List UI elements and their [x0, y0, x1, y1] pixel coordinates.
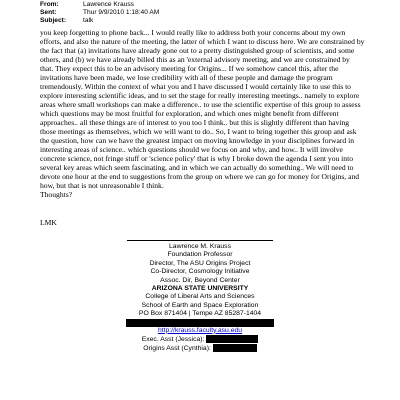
email-header	[40, 1, 159, 25]
redaction-block	[206, 335, 258, 343]
body-paragraph: you keep forgetting to phone back... I would really like to address both your concerns about my own efforts, and also the nature of the meeting, the latter of which I want to discuss here. We are constrained by the fact that (a) invitations have already gone out to a pretty distinguished group of scientists, and some others, and (b) we have already billed this as an 'external advisory meeting, and we are constrained by that. They expect this to be an advisory meeting for Origins... If we somehow cancel this, after the invitations have been made, we lose credibility with all of these people and damage the program tremendously. Within the context of what you and I have discussed I would certainly like to use this to explore interesting scientific ideas, and to set the stage for really interesting meetings.. namely to explore areas where small workshops can make a difference.. to use the scientific expertise of this group to assess which questions may be most fruitful for exploration, and which ones might benefit from different approaches.. all these things are of interest to you too I think.. but this is slightly different than having those meetings as themselves, which we will want to do.. So, I want to bring together this group and ask the question, how can we have the greatest impact on moving knowledge in your disciplines forward in interesting areas of science.. which questions should we focus on and why, and how.. It will involve concrete science, not fringe stuff or 'science policy' that is why I broke down the agenda I sent you into several key areas which seem fascinating, and in which we can actually do something.. We will need to devote one hour at the end to suggestions from the group on where we can go for money for Origins, and how, but that is not unreasonable I think.	[40, 28, 365, 190]
signature-school: School of Earth and Space Exploration	[141, 301, 259, 309]
signature-address: PO Box 871404 | Tempe AZ 85287-1404	[138, 310, 262, 318]
origins-asst-row	[90, 344, 310, 353]
from-label: From:	[40, 1, 59, 8]
sent-value: Thur 9/9/2010 1:18:40 AM	[83, 9, 160, 16]
signature-university: ARIZONA STATE UNIVERSITY	[151, 285, 249, 293]
exec-asst-label: Exec. Asst (Jessica):	[141, 335, 205, 343]
signature-title: Co-Director, Cosmology Initiative	[150, 268, 250, 276]
signature-title: Assoc. Dir, Beyond Center	[160, 276, 240, 284]
exec-asst-row	[90, 335, 310, 344]
signature-name: Lawrence M. Krauss	[169, 243, 231, 250]
signature-title: Foundation Professor	[167, 251, 233, 259]
faculty-link[interactable]: http://krauss.faculty.asu.edu	[157, 326, 243, 334]
closing-initials: LMK	[40, 218, 57, 227]
redaction-block	[213, 344, 257, 352]
signature-block	[90, 243, 310, 353]
subject-label: Subject:	[40, 17, 67, 24]
email-body	[40, 28, 365, 199]
redaction-block	[126, 319, 274, 327]
from-value: Lawrence Krauss	[83, 1, 134, 8]
signature-divider	[127, 240, 273, 241]
origins-asst-label: Origins Asst (Cynthia):	[143, 345, 211, 353]
subject-row	[40, 17, 159, 25]
sent-row	[40, 9, 159, 17]
sent-label: Sent:	[40, 9, 57, 16]
from-row	[40, 1, 159, 9]
signature-college: College of Liberal Arts and Sciences	[145, 293, 255, 301]
body-thoughts: Thoughts?	[40, 190, 73, 199]
subject-value: talk	[83, 17, 94, 24]
signature-title: Director, The ASU Origins Project	[149, 259, 251, 267]
